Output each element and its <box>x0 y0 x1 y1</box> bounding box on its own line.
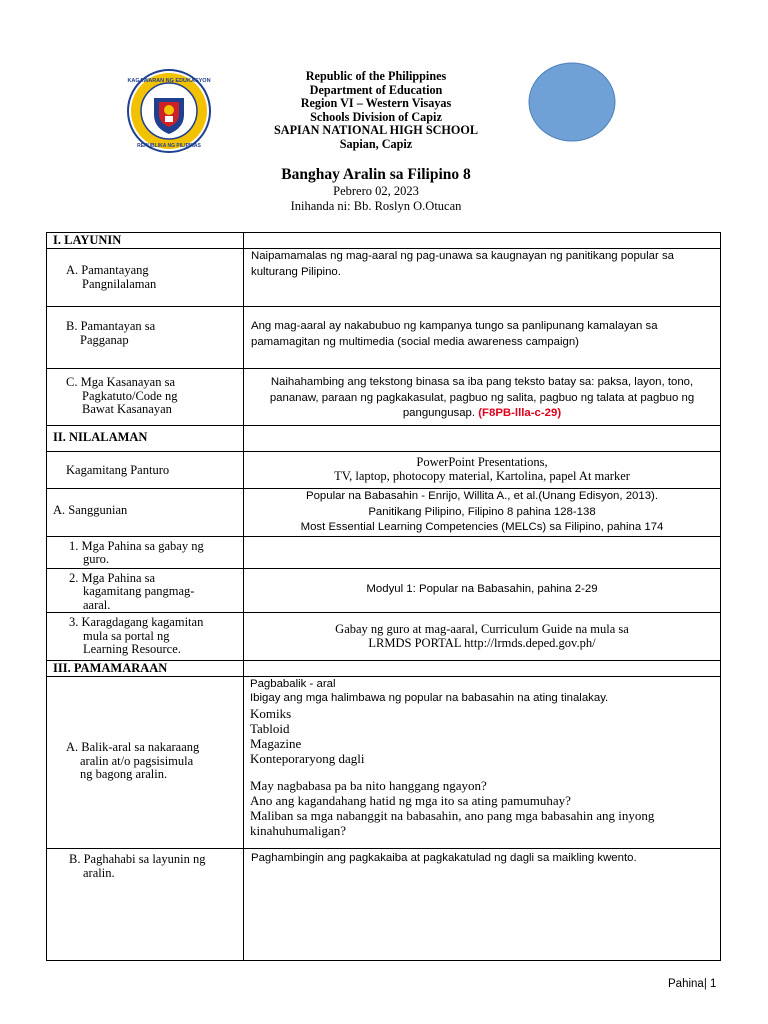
karagdagang-line: LRMDS PORTAL http://lrmds.deped.gov.ph/ <box>368 635 596 650</box>
paghahabi-text: Paghambingin ang pagkakaiba at pagkakatulad ng dagli sa maikling kwento. <box>251 852 637 865</box>
letterhead-school: SAPIAN NATIONAL HIGH SCHOOL <box>274 123 478 138</box>
section-nilalaman: II. NILALAMAN <box>47 426 244 452</box>
row-label <box>47 569 243 613</box>
lesson-plan-table <box>46 232 721 961</box>
document-title: Banghay Aralin sa Filipino 8 <box>281 166 471 183</box>
table-row <box>47 849 721 961</box>
content-cell <box>244 568 721 613</box>
kagamitan-line: PowerPoint Presentations, <box>416 455 548 469</box>
label-line: mula sa portal ng <box>83 628 170 643</box>
label-line: A. Pamantayang <box>66 263 149 277</box>
label-line: Pangnilalaman <box>82 276 157 291</box>
label-line: 2. Mga Pahina sa <box>69 570 156 585</box>
question: Ano ang kagandahang hatid ng mga ito sa ating pamumuhay? <box>250 793 571 809</box>
label-cell <box>47 677 244 849</box>
balik-aral-questions <box>250 778 714 838</box>
svg-text:REPUBLIKA NG PILIPINAS: REPUBLIKA NG PILIPINAS <box>137 143 201 149</box>
label-line: 3. Karagdagang kagamitan <box>69 615 204 630</box>
deped-seal-logo <box>126 68 212 154</box>
sanggunian-text <box>244 489 720 536</box>
content-cell <box>244 489 721 537</box>
row-label <box>47 307 243 347</box>
table-row <box>47 307 721 369</box>
empty-cell <box>244 233 721 249</box>
table-row <box>47 536 721 568</box>
karagdagang-line: Gabay ng guro at mag-aaral, Curriculum Guide na mula sa <box>335 622 629 637</box>
label-cell <box>47 307 244 369</box>
row-label <box>47 849 243 880</box>
document-date: Pebrero 02, 2023 <box>333 184 419 198</box>
label-line: guro. <box>83 552 110 567</box>
table-row <box>47 677 721 849</box>
list-item: Komiks <box>250 706 292 722</box>
page-separator: | <box>703 978 710 990</box>
content-cell <box>244 307 721 369</box>
prepared-by: Inihanda ni: Bb. Roslyn O.Otucan <box>290 198 462 213</box>
empty-cell <box>244 661 721 677</box>
section-pamamaraan: III. PAMAMARAAN <box>47 661 244 677</box>
label-cell <box>47 369 244 426</box>
kasanayan-text <box>244 369 720 422</box>
letterhead-address: Sapian, Capiz <box>339 136 413 151</box>
table-row <box>47 661 721 677</box>
modyul-text: Modyul 1: Popular na Babasahin, pahina 2-29 <box>366 582 598 595</box>
table-row <box>47 249 721 307</box>
row-label <box>47 677 243 782</box>
table-row <box>47 489 721 537</box>
label-line: Pagganap <box>80 332 129 347</box>
kagamitang-panturo-label: Kagamitang Panturo <box>66 463 170 477</box>
empty-cell <box>244 536 721 568</box>
content-cell <box>244 369 721 426</box>
table-row <box>47 568 721 613</box>
label-cell <box>47 568 244 613</box>
svg-text:KAGAWARAN NG EDUKASYON: KAGAWARAN NG EDUKASYON <box>127 78 211 84</box>
content-cell <box>244 677 721 849</box>
pamantayang-pangnilalaman-text: Naipamamalas ng mag-aaral ng pag-unawa sa kaugnayan ng panitikang popular sa kulturang Pilipino. <box>251 250 674 278</box>
label-cell <box>47 489 244 537</box>
label-line: C. Mga Kasanayan sa <box>66 375 175 389</box>
label-cell <box>47 613 244 661</box>
letterhead-division: Schools Division of Capiz <box>310 109 442 124</box>
table-row <box>47 452 721 489</box>
list-item: Magazine <box>250 736 302 752</box>
sanggunian-line: Panitikang Pilipino, Filipino 8 pahina 128-138 <box>368 505 596 518</box>
logo-oval <box>529 63 615 141</box>
table-row <box>47 426 721 452</box>
label-cell <box>47 452 244 489</box>
label-line: aralin. <box>83 865 115 880</box>
question: Maliban sa mga nabanggit na babasahin, ano pang mga babasahin ang inyong kinahuhumaligan? <box>250 808 655 839</box>
page-footer <box>668 978 716 990</box>
row-label <box>47 613 243 657</box>
empty-cell <box>244 426 721 452</box>
label-cell <box>47 249 244 307</box>
list-item: Konteporaryong dagli <box>250 751 365 767</box>
competency-code: (F8PB-llla-c-29) <box>478 407 562 419</box>
letterhead-region: Region VI – Western Visayas <box>300 96 452 111</box>
label-line: B. Paghahabi sa layunin ng <box>69 852 206 867</box>
list-item: Tabloid <box>250 721 290 737</box>
label-line: kagamitang pangmag- <box>83 584 195 599</box>
content-cell <box>244 452 721 489</box>
row-label <box>47 369 243 417</box>
letterhead-republic: Republic of the Philippines <box>305 69 447 83</box>
balik-aral-content <box>244 677 720 838</box>
balik-aral-instruction: Ibigay ang mga halimbawa ng popular na babasahin na ating tinalakay. <box>250 692 609 705</box>
label-line: B. Pamantayan sa <box>66 319 156 333</box>
page-number: 1 <box>710 978 717 990</box>
letterhead-department: Department of Education <box>309 82 443 97</box>
label-line: ng bagong aralin. <box>80 767 168 782</box>
label-line: Learning Resource. <box>83 642 181 657</box>
label-line: A. Balik-aral sa nakaraang <box>66 740 200 755</box>
label-cell <box>47 536 244 568</box>
label-line: Pagkatuto/Code ng <box>82 388 178 403</box>
table-row <box>47 613 721 661</box>
sanggunian-line: Popular na Babasahin - Enrijo, Willita A., et al.(Unang Edisyon, 2013). <box>305 490 659 502</box>
kagamitan-line: TV, laptop, photocopy material, Kartolina, papel At marker <box>334 468 630 483</box>
sanggunian-line: Most Essential Learning Competencies (MELCs) sa Filipino, pahina 174 <box>300 521 664 533</box>
section-layunin: I. LAYUNIN <box>47 233 244 249</box>
content-cell <box>244 613 721 661</box>
popular-reading-list <box>250 706 714 766</box>
label-line: 1. Mga Pahina sa gabay ng <box>69 538 204 553</box>
kasanayan-description: Naihahambing ang tekstong binasa sa iba pang teksto batay sa: paksa, layon, tono, pananaw, paraan ng pagkakasulat, pagbuo ng salita, pagbuo ng talata at pagbuo ng pangungusap. <box>269 376 695 419</box>
title-block <box>150 165 602 213</box>
spacer <box>250 766 714 778</box>
sanggunian-label: A. Sanggunian <box>53 503 128 517</box>
question: May nagbabasa pa ba nito hanggang ngayon? <box>250 778 487 794</box>
row-label <box>47 249 243 291</box>
label-line: aaral. <box>83 597 111 612</box>
letterhead <box>230 70 522 152</box>
label-cell <box>47 849 244 961</box>
pamantayan-pagganap-text: Ang mag-aaral ay nakabubuo ng kampanya tungo sa panlipunang kamalayan sa pamamagitan ng multimedia (social media awareness campaign) <box>251 320 658 348</box>
kagamitang-panturo-text <box>244 452 720 483</box>
school-logo-placeholder <box>528 62 616 142</box>
content-cell <box>244 849 721 961</box>
page-label: Pahina <box>668 978 704 990</box>
content-cell <box>244 249 721 307</box>
row-label <box>47 537 243 567</box>
karagdagang-text <box>244 613 720 650</box>
label-line: Bawat Kasanayan <box>82 402 172 417</box>
balik-aral-heading: Pagbabalik - aral <box>250 678 336 691</box>
table-row <box>47 233 721 249</box>
table-row <box>47 369 721 426</box>
label-line: aralin at/o pagsisimula <box>80 753 194 768</box>
